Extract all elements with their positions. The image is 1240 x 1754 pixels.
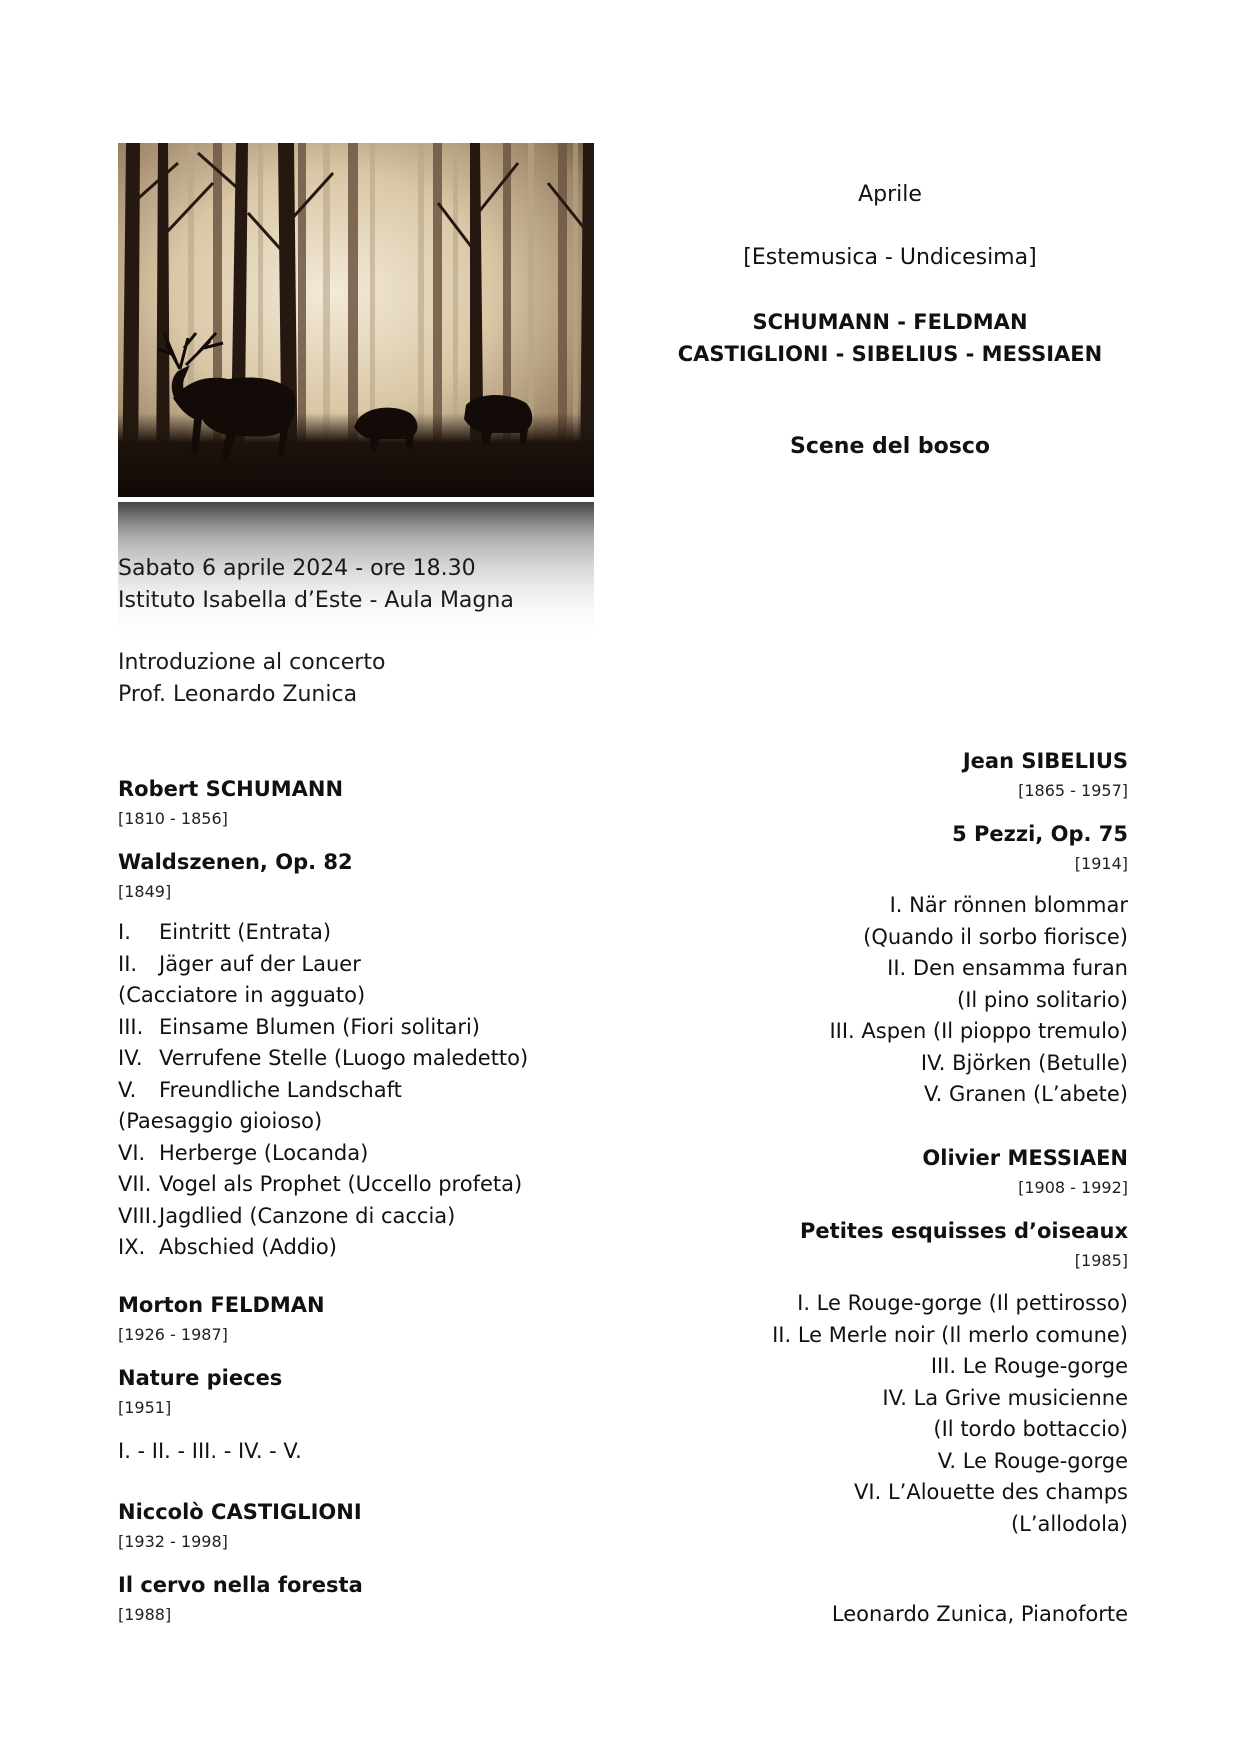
castiglioni-dates: [1932 - 1998] bbox=[118, 1532, 228, 1551]
feldman-dates: [1926 - 1987] bbox=[118, 1325, 228, 1344]
movement-item: V. Granen (L’abete) bbox=[923, 1082, 1128, 1106]
movement-number: VIII. bbox=[118, 1203, 158, 1228]
schumann-year: [1849] bbox=[118, 882, 172, 901]
castiglioni-year: [1988] bbox=[118, 1605, 172, 1624]
performer-credit: Leonardo Zunica, Pianoforte bbox=[831, 1602, 1128, 1626]
messiaen-year: [1985] bbox=[1074, 1251, 1128, 1270]
header-composers-line2: CASTIGLIONI - SIBELIUS - MESSIAEN bbox=[677, 342, 1103, 366]
movement-title: Eintritt (Entrata) bbox=[159, 920, 332, 944]
movement-number: I. bbox=[118, 920, 131, 944]
movement-title: Abschied (Addio) bbox=[159, 1235, 337, 1259]
castiglioni-composer: Niccolò CASTIGLIONI bbox=[118, 1500, 362, 1524]
intro-speaker: Prof. Leonardo Zunica bbox=[118, 682, 358, 707]
event-date-time: Sabato 6 aprile 2024 - ore 18.30 bbox=[118, 556, 476, 581]
movement-item: I. När rönnen blommar bbox=[889, 893, 1128, 917]
movement-title: Herberge (Locanda) bbox=[159, 1140, 369, 1165]
movement-item: III. Aspen (Il pioppo tremulo) bbox=[829, 1019, 1128, 1043]
movement-item: V. Le Rouge-gorge bbox=[937, 1448, 1128, 1473]
movement-translation: (Paesaggio gioioso) bbox=[118, 1109, 323, 1133]
movement-number: VI. bbox=[118, 1140, 146, 1165]
movement-number: VII. bbox=[118, 1172, 152, 1196]
sibelius-composer: Jean SIBELIUS bbox=[962, 749, 1128, 773]
movement-item: (Il pino solitario) bbox=[957, 987, 1128, 1012]
movement-number: II. bbox=[118, 951, 138, 976]
movement-item bbox=[118, 949, 528, 981]
feldman-work: Nature pieces bbox=[118, 1366, 283, 1390]
movement-item bbox=[118, 1138, 528, 1170]
movement-number: V. bbox=[118, 1077, 137, 1102]
movement-item: I. Le Rouge-gorge (Il pettirosso) bbox=[797, 1291, 1128, 1315]
movement-item: IV. Björken (Betulle) bbox=[920, 1050, 1128, 1075]
movement-translation: (Cacciatore in agguato) bbox=[118, 983, 366, 1007]
feldman-year: [1951] bbox=[118, 1398, 172, 1417]
castiglioni-work: Il cervo nella foresta bbox=[118, 1573, 363, 1597]
header-month: Aprile bbox=[858, 182, 922, 207]
forest-deer-illustration bbox=[118, 143, 594, 497]
messiaen-composer: Olivier MESSIAEN bbox=[922, 1146, 1128, 1170]
movement-title: Jäger auf der Lauer bbox=[159, 951, 361, 976]
feldman-composer: Morton FELDMAN bbox=[118, 1293, 325, 1317]
movement-item bbox=[118, 1043, 528, 1075]
movement-number: III. bbox=[118, 1014, 144, 1039]
movement-item: II. Den ensamma furan bbox=[887, 956, 1128, 980]
schumann-composer: Robert SCHUMANN bbox=[118, 777, 344, 801]
messiaen-movement-list bbox=[772, 1288, 1128, 1540]
sibelius-dates: [1865 - 1957] bbox=[1018, 781, 1128, 800]
movement-item: (Quando il sorbo fiorisce) bbox=[863, 924, 1128, 949]
movement-item bbox=[118, 1075, 528, 1107]
sibelius-movement-list bbox=[829, 890, 1128, 1111]
sibelius-work: 5 Pezzi, Op. 75 bbox=[952, 822, 1128, 846]
messiaen-work: Petites esquisses d’oiseaux bbox=[800, 1219, 1128, 1243]
concert-title-text: Scene del bosco bbox=[789, 434, 991, 459]
concert-title bbox=[640, 431, 1140, 463]
movement-item bbox=[118, 1169, 528, 1201]
messiaen-dates: [1908 - 1992] bbox=[1018, 1178, 1128, 1197]
movement-item: VI. L’Alouette des champs bbox=[854, 1480, 1128, 1504]
sibelius-year: [1914] bbox=[1074, 854, 1128, 873]
movement-item bbox=[118, 1012, 528, 1044]
feldman-movements: I. - II. - III. - IV. - V. bbox=[118, 1439, 302, 1463]
movement-item: IV. La Grive musicienne bbox=[882, 1385, 1128, 1410]
schumann-movement-list bbox=[118, 917, 528, 1264]
movement-item: III. Le Rouge-gorge bbox=[930, 1354, 1128, 1378]
movement-number: IX. bbox=[118, 1235, 146, 1259]
movement-title: Jagdlied (Canzone di caccia) bbox=[159, 1203, 456, 1228]
header-series: [Estemusica - Undicesima] bbox=[743, 245, 1037, 270]
event-venue: Istituto Isabella d’Este - Aula Magna bbox=[118, 588, 514, 613]
header-composers-line1: SCHUMANN - FELDMAN bbox=[752, 310, 1028, 334]
movement-number: IV. bbox=[118, 1046, 143, 1070]
movement-item: (L’allodola) bbox=[1010, 1511, 1128, 1536]
schumann-dates: [1810 - 1856] bbox=[118, 809, 228, 828]
movement-item bbox=[118, 1232, 528, 1264]
movement-item: II. Le Merle noir (Il merlo comune) bbox=[772, 1322, 1128, 1347]
movement-item bbox=[118, 1201, 528, 1233]
schumann-work: Waldszenen, Op. 82 bbox=[118, 850, 353, 874]
intro-label: Introduzione al concerto bbox=[118, 650, 386, 675]
movement-title: Freundliche Landschaft bbox=[159, 1077, 402, 1102]
movement-title: Vogel als Prophet (Uccello profeta) bbox=[159, 1172, 523, 1196]
movement-title: Verrufene Stelle (Luogo maledetto) bbox=[159, 1046, 529, 1070]
movement-title: Einsame Blumen (Fiori solitari) bbox=[159, 1014, 480, 1039]
movement-item: (Il tordo bottaccio) bbox=[933, 1417, 1128, 1441]
movement-item bbox=[118, 917, 528, 949]
